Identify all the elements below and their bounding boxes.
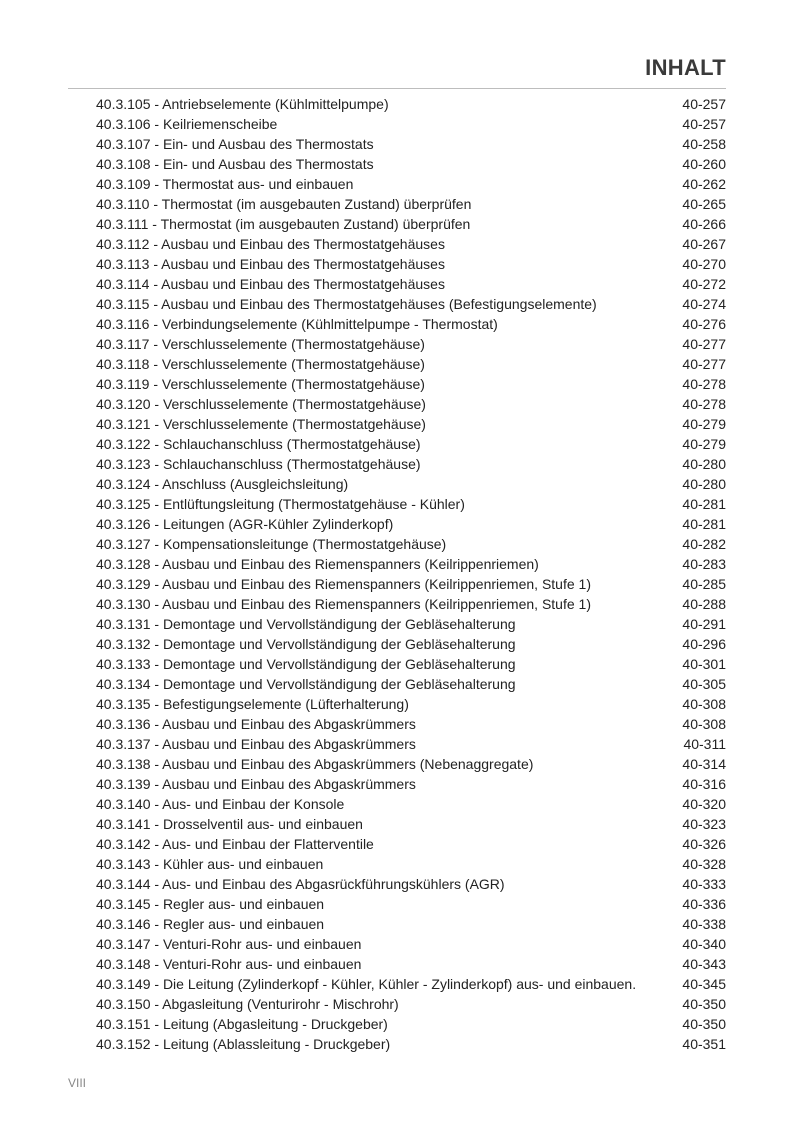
toc-entry-title: 40.3.107 - Ein- und Ausbau des Thermostats (96, 136, 374, 152)
toc-entry (96, 474, 726, 494)
toc-entry-title: 40.3.128 - Ausbau und Einbau des Riemenspanners (Keilrippenriemen) (96, 556, 539, 572)
toc-entry-page: 40-350 (682, 1016, 726, 1032)
toc-entry-title: 40.3.143 - Kühler aus- und einbauen (96, 856, 324, 872)
toc-entry-title: 40.3.147 - Venturi-Rohr aus- und einbauen (96, 936, 362, 952)
toc-entry (96, 974, 726, 994)
toc-entry-page: 40-343 (682, 956, 726, 972)
toc-entry-page: 40-278 (682, 396, 726, 412)
toc-entry-title: 40.3.120 - Verschlusselemente (Thermostatgehäuse) (96, 396, 426, 412)
table-of-contents (96, 94, 726, 1054)
toc-entry-page: 40-308 (682, 696, 726, 712)
toc-entry-page: 40-336 (682, 896, 726, 912)
toc-entry-title: 40.3.134 - Demontage und Vervollständigung der Gebläsehalterung (96, 676, 516, 692)
toc-entry-title: 40.3.105 - Antriebselemente (Kühlmittelpumpe) (96, 96, 389, 112)
toc-entry-page: 40-296 (682, 636, 726, 652)
toc-entry-title: 40.3.140 - Aus- und Einbau der Konsole (96, 796, 345, 812)
toc-entry-title: 40.3.141 - Drosselventil aus- und einbauen (96, 816, 363, 832)
toc-entry-title: 40.3.121 - Verschlusselemente (Thermostatgehäuse) (96, 416, 426, 432)
toc-entry-page: 40-316 (682, 776, 726, 792)
toc-entry-title: 40.3.149 - Die Leitung (Zylinderkopf - Kühler, Kühler - Zylinderkopf) aus- und einbauen. (96, 976, 637, 992)
toc-entry-page: 40-277 (682, 336, 726, 352)
toc-entry-page: 40-320 (682, 796, 726, 812)
toc-entry-page: 40-311 (683, 736, 726, 752)
toc-entry-page: 40-257 (682, 116, 726, 132)
toc-entry (96, 534, 726, 554)
toc-entry (96, 334, 726, 354)
toc-entry (96, 634, 726, 654)
toc-entry-title: 40.3.113 - Ausbau und Einbau des Thermostatgehäuses (96, 256, 445, 272)
toc-entry-page: 40-274 (682, 296, 726, 312)
toc-entry-page: 40-291 (682, 616, 726, 632)
toc-entry (96, 1034, 726, 1054)
toc-entry-title: 40.3.152 - Leitung (Ablassleitung - Druckgeber) (96, 1036, 391, 1052)
toc-entry (96, 274, 726, 294)
toc-entry (96, 494, 726, 514)
toc-entry-title: 40.3.126 - Leitungen (AGR-Kühler Zylinderkopf) (96, 516, 394, 532)
header-divider (68, 88, 726, 89)
toc-entry (96, 154, 726, 174)
toc-entry-title: 40.3.139 - Ausbau und Einbau des Abgaskrümmers (96, 776, 416, 792)
toc-entry (96, 934, 726, 954)
toc-entry-title: 40.3.127 - Kompensationsleitunge (Thermostatgehäuse) (96, 536, 447, 552)
toc-entry-title: 40.3.119 - Verschlusselemente (Thermostatgehäuse) (96, 376, 425, 392)
toc-entry-page: 40-262 (682, 176, 726, 192)
toc-entry-page: 40-351 (682, 1036, 726, 1052)
toc-entry (96, 654, 726, 674)
toc-entry (96, 614, 726, 634)
toc-entry-title: 40.3.117 - Verschlusselemente (Thermostatgehäuse) (96, 336, 425, 352)
toc-entry-page: 40-281 (682, 496, 726, 512)
toc-entry-title: 40.3.109 - Thermostat aus- und einbauen (96, 176, 354, 192)
toc-entry-title: 40.3.146 - Regler aus- und einbauen (96, 916, 325, 932)
toc-entry (96, 314, 726, 334)
toc-entry (96, 114, 726, 134)
toc-entry-page: 40-333 (682, 876, 726, 892)
toc-entry-title: 40.3.111 - Thermostat (im ausgebauten Zustand) überprüfen (96, 216, 471, 232)
toc-entry (96, 914, 726, 934)
toc-entry-page: 40-267 (682, 236, 726, 252)
toc-entry (96, 254, 726, 274)
toc-entry (96, 94, 726, 114)
toc-entry-page: 40-305 (682, 676, 726, 692)
toc-entry-title: 40.3.122 - Schlauchanschluss (Thermostatgehäuse) (96, 436, 421, 452)
toc-entry (96, 854, 726, 874)
toc-entry-page: 40-270 (682, 256, 726, 272)
toc-entry (96, 454, 726, 474)
page-title: INHALT (645, 55, 726, 80)
toc-entry (96, 754, 726, 774)
toc-entry-title: 40.3.150 - Abgasleitung (Venturirohr - Mischrohr) (96, 996, 399, 1012)
page-number: VIII (68, 1076, 87, 1090)
toc-entry-title: 40.3.114 - Ausbau und Einbau des Thermostatgehäuses (96, 276, 445, 292)
toc-entry-page: 40-308 (682, 716, 726, 732)
toc-entry (96, 134, 726, 154)
toc-entry-title: 40.3.144 - Aus- und Einbau des Abgasrückführungskühlers (AGR) (96, 876, 505, 892)
toc-entry-page: 40-280 (682, 456, 726, 472)
toc-entry-page: 40-285 (682, 576, 726, 592)
toc-entry-page: 40-350 (682, 996, 726, 1012)
toc-entry-page: 40-314 (682, 756, 726, 772)
toc-entry-page: 40-280 (682, 476, 726, 492)
toc-entry-page: 40-277 (682, 356, 726, 372)
toc-entry-page: 40-279 (682, 416, 726, 432)
toc-entry-page: 40-266 (682, 216, 726, 232)
toc-entry (96, 874, 726, 894)
toc-entry (96, 834, 726, 854)
toc-entry (96, 1014, 726, 1034)
toc-entry-page: 40-265 (682, 196, 726, 212)
toc-entry-title: 40.3.137 - Ausbau und Einbau des Abgaskrümmers (96, 736, 416, 752)
toc-entry (96, 694, 726, 714)
toc-entry (96, 954, 726, 974)
toc-entry-page: 40-345 (682, 976, 726, 992)
toc-entry (96, 354, 726, 374)
toc-entry (96, 894, 726, 914)
toc-entry-title: 40.3.110 - Thermostat (im ausgebauten Zustand) überprüfen (96, 196, 472, 212)
toc-entry-page: 40-283 (682, 556, 726, 572)
toc-entry (96, 174, 726, 194)
toc-entry (96, 674, 726, 694)
toc-entry (96, 194, 726, 214)
toc-entry-page: 40-288 (682, 596, 726, 612)
toc-entry (96, 414, 726, 434)
toc-entry-title: 40.3.142 - Aus- und Einbau der Flatterventile (96, 836, 374, 852)
toc-entry-page: 40-282 (682, 536, 726, 552)
toc-entry (96, 434, 726, 454)
toc-entry-title: 40.3.123 - Schlauchanschluss (Thermostatgehäuse) (96, 456, 421, 472)
toc-entry (96, 714, 726, 734)
toc-entry-title: 40.3.145 - Regler aus- und einbauen (96, 896, 325, 912)
toc-entry (96, 374, 726, 394)
toc-entry-title: 40.3.116 - Verbindungselemente (Kühlmittelpumpe - Thermostat) (96, 316, 498, 332)
toc-entry-page: 40-301 (682, 656, 726, 672)
toc-entry-title: 40.3.138 - Ausbau und Einbau des Abgaskrümmers (Nebenaggregate) (96, 756, 534, 772)
toc-entry-title: 40.3.129 - Ausbau und Einbau des Riemenspanners (Keilrippenriemen, Stufe 1) (96, 576, 591, 592)
toc-entry-title: 40.3.148 - Venturi-Rohr aus- und einbauen (96, 956, 362, 972)
toc-entry (96, 774, 726, 794)
toc-entry (96, 214, 726, 234)
toc-entry-page: 40-326 (682, 836, 726, 852)
toc-entry-title: 40.3.118 - Verschlusselemente (Thermostatgehäuse) (96, 356, 425, 372)
toc-entry-page: 40-323 (682, 816, 726, 832)
toc-entry-title: 40.3.135 - Befestigungselemente (Lüfterhalterung) (96, 696, 409, 712)
toc-entry-page: 40-338 (682, 916, 726, 932)
toc-entry (96, 814, 726, 834)
toc-entry-title: 40.3.112 - Ausbau und Einbau des Thermostatgehäuses (96, 236, 445, 252)
toc-entry-title: 40.3.124 - Anschluss (Ausgleichsleitung) (96, 476, 349, 492)
toc-entry-page: 40-278 (682, 376, 726, 392)
toc-entry (96, 794, 726, 814)
toc-entry-title: 40.3.131 - Demontage und Vervollständigung der Gebläsehalterung (96, 616, 516, 632)
toc-entry (96, 994, 726, 1014)
toc-entry (96, 234, 726, 254)
toc-entry-title: 40.3.106 - Keilriemenscheibe (96, 116, 278, 132)
toc-entry-page: 40-276 (682, 316, 726, 332)
toc-entry (96, 594, 726, 614)
toc-entry-page: 40-340 (682, 936, 726, 952)
toc-entry-page: 40-279 (682, 436, 726, 452)
toc-entry-page: 40-328 (682, 856, 726, 872)
toc-entry-title: 40.3.115 - Ausbau und Einbau des Thermostatgehäuses (Befestigungselemente) (96, 296, 597, 312)
toc-entry-title: 40.3.125 - Entlüftungsleitung (Thermostatgehäuse - Kühler) (96, 496, 465, 512)
toc-entry (96, 394, 726, 414)
toc-entry (96, 554, 726, 574)
toc-entry-title: 40.3.108 - Ein- und Ausbau des Thermostats (96, 156, 374, 172)
toc-entry-title: 40.3.151 - Leitung (Abgasleitung - Druckgeber) (96, 1016, 388, 1032)
toc-entry-page: 40-258 (682, 136, 726, 152)
toc-entry (96, 574, 726, 594)
toc-entry-title: 40.3.132 - Demontage und Vervollständigung der Gebläsehalterung (96, 636, 516, 652)
toc-entry-page: 40-272 (682, 276, 726, 292)
toc-entry-page: 40-257 (682, 96, 726, 112)
toc-entry-title: 40.3.130 - Ausbau und Einbau des Riemenspanners (Keilrippenriemen, Stufe 1) (96, 596, 591, 612)
toc-entry-title: 40.3.136 - Ausbau und Einbau des Abgaskrümmers (96, 716, 416, 732)
toc-entry (96, 294, 726, 314)
toc-entry-page: 40-281 (682, 516, 726, 532)
toc-entry-page: 40-260 (682, 156, 726, 172)
toc-entry (96, 514, 726, 534)
toc-entry (96, 734, 726, 754)
toc-entry-title: 40.3.133 - Demontage und Vervollständigung der Gebläsehalterung (96, 656, 516, 672)
